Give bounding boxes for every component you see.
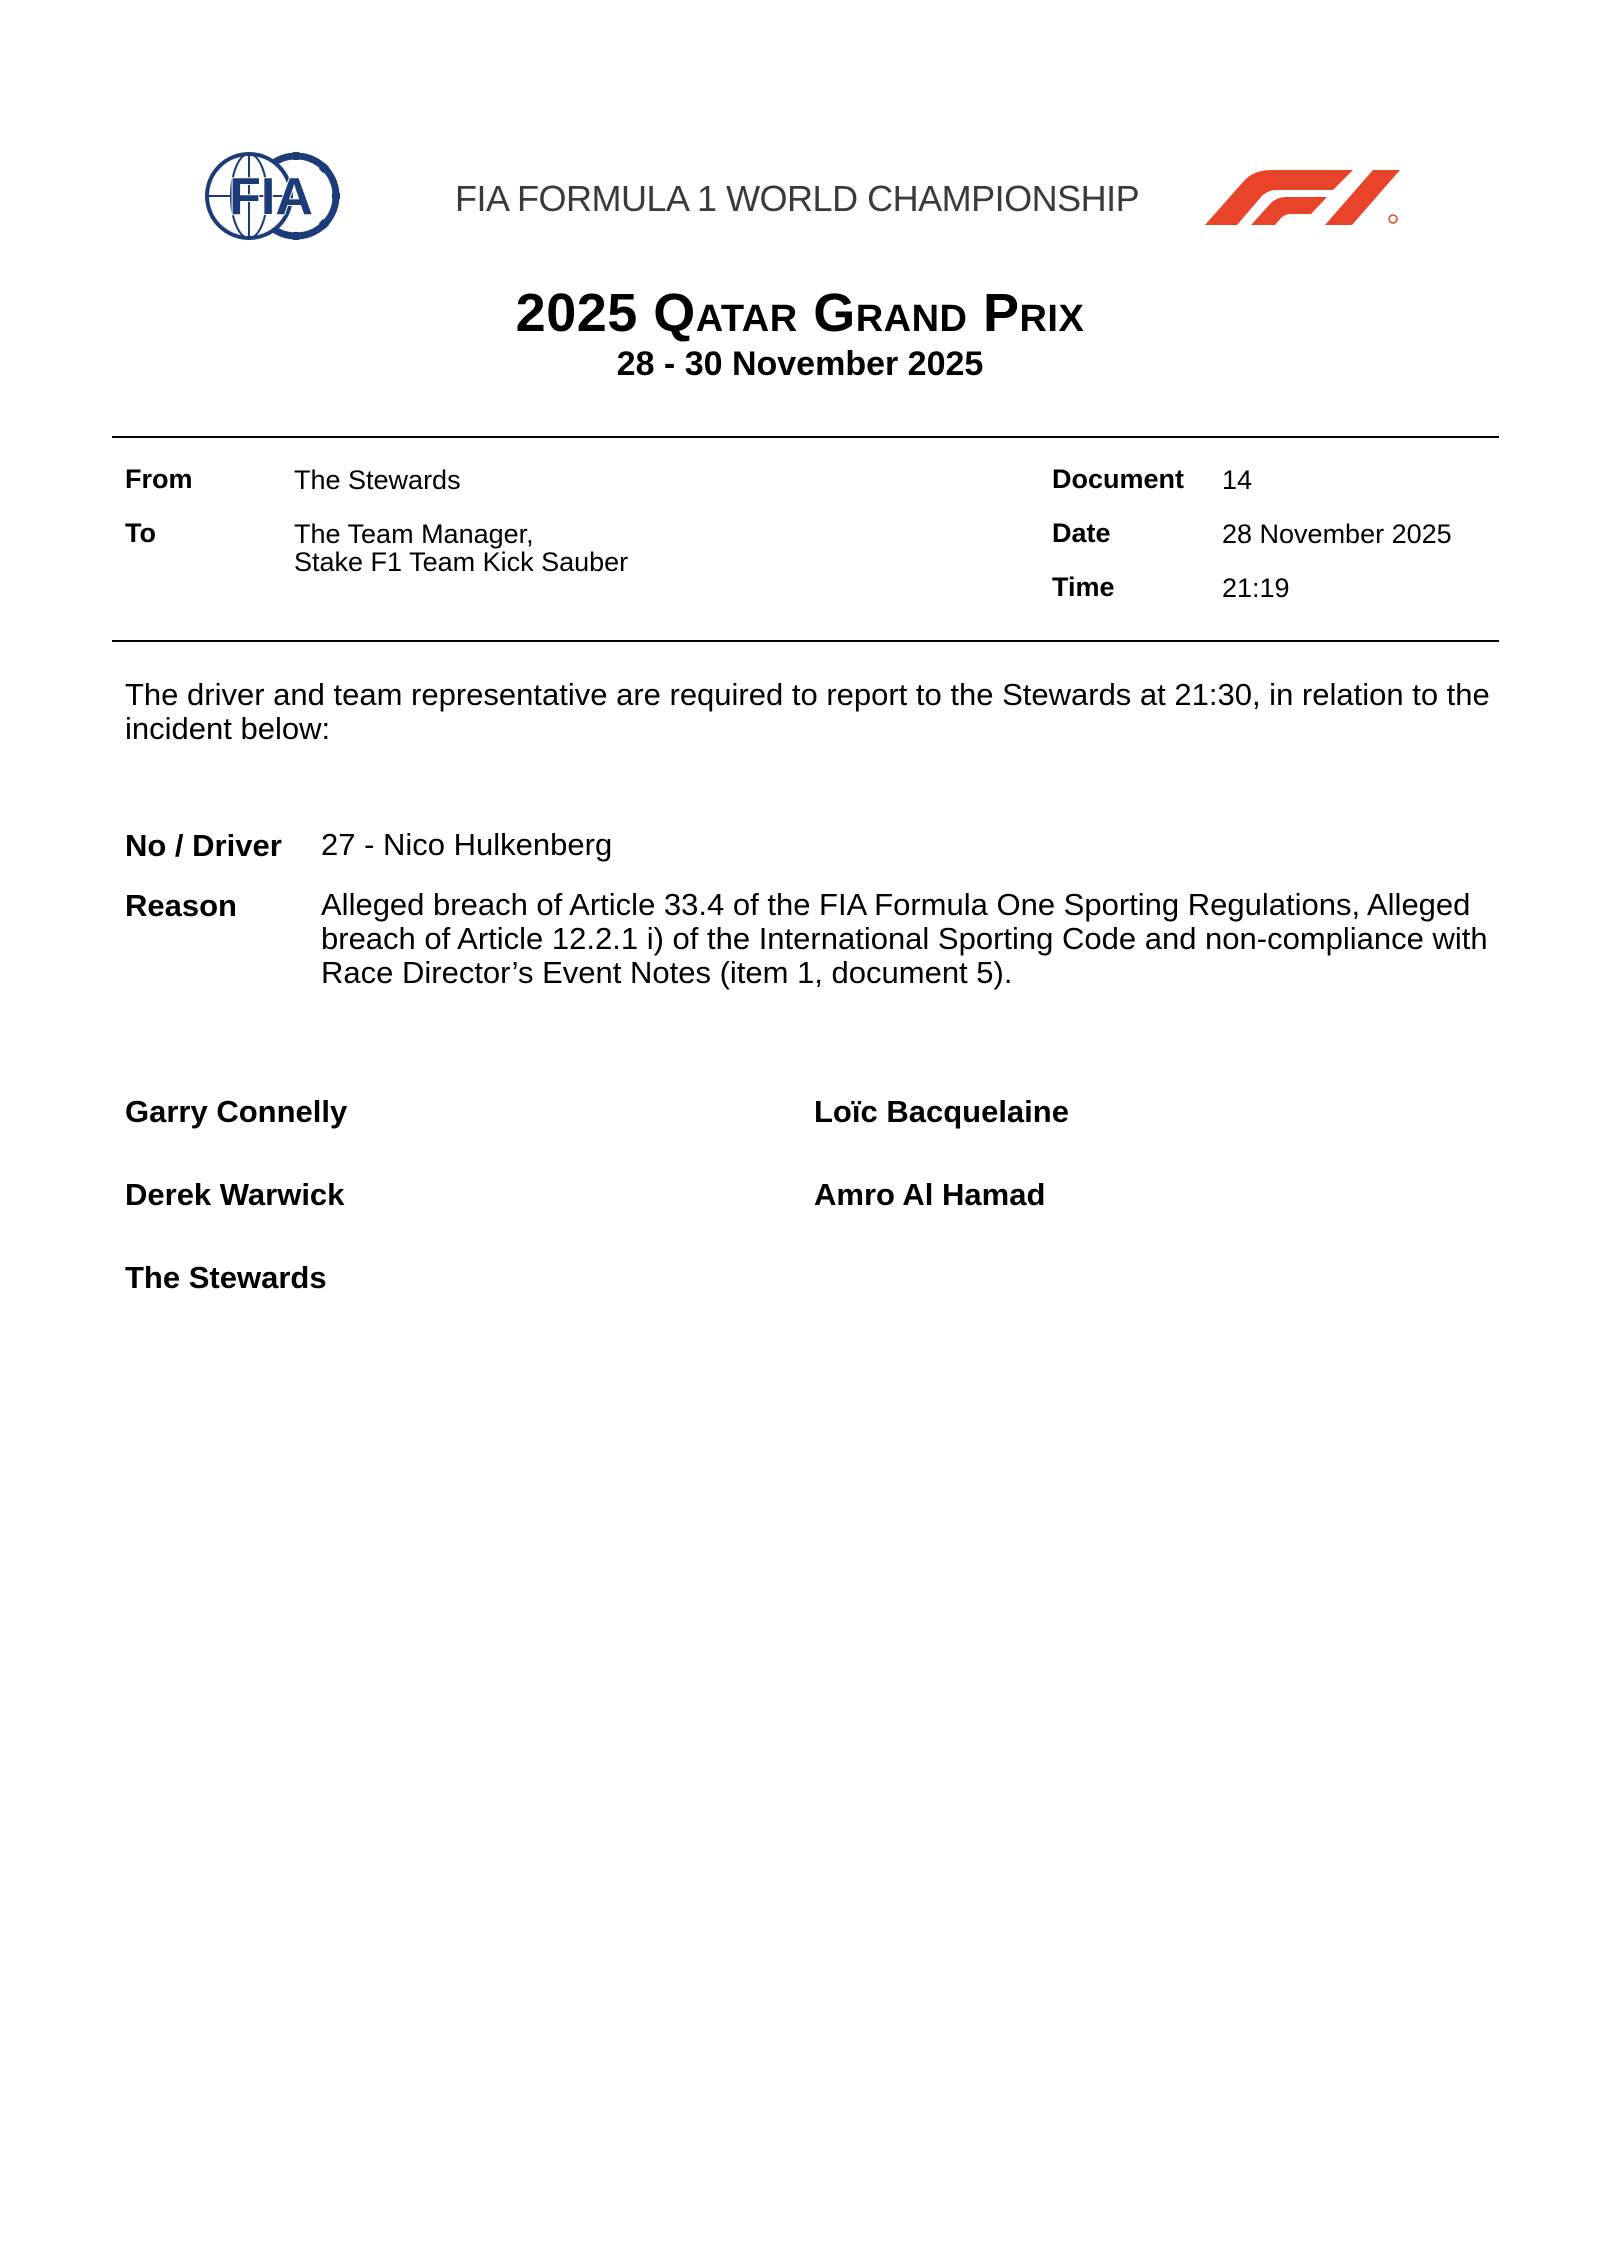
fia-logo: [205, 150, 340, 242]
document-number: 14: [1222, 465, 1253, 495]
from-label: From: [125, 464, 193, 494]
driver-label: No / Driver: [125, 828, 282, 863]
steward-name: Derek Warwick: [125, 1177, 345, 1212]
time-label: Time: [1052, 572, 1115, 602]
steward-name: Loïc Bacquelaine: [814, 1094, 1069, 1129]
signature-footer: The Stewards: [125, 1260, 327, 1295]
time-value: 21:19: [1222, 573, 1290, 603]
driver-value: 27 - Nico Hulkenberg: [321, 827, 613, 862]
date-label: Date: [1052, 518, 1111, 548]
to-label: To: [125, 518, 156, 548]
f1-logo: [1205, 170, 1400, 225]
reason-value: Alleged breach of Article 33.4 of the FIA Formula One Sporting Regulations, Alleged breach of Article 12.2.1 i) of the International Sporting Code and non-compliance with Race Director’s Event Notes (item 1, document 5).: [321, 887, 1488, 990]
steward-name: Amro Al Hamad: [814, 1177, 1046, 1212]
document-title: 2025 Qatar Grand Prix: [515, 283, 1085, 343]
event-dates: 28 - 30 November 2025: [616, 345, 984, 383]
summons-text: The driver and team representative are required to report to the Stewards at 21:30, in relation to the incident below:: [125, 677, 1490, 746]
top-divider: [112, 436, 1499, 438]
to-value-line1: The Team Manager,: [294, 519, 534, 549]
steward-name: Garry Connelly: [125, 1094, 348, 1129]
reason-label: Reason: [125, 888, 237, 923]
from-value: The Stewards: [294, 465, 461, 495]
fia-logo-text: FIA: [229, 168, 313, 226]
bottom-divider: [112, 640, 1499, 642]
to-value-line2: Stake F1 Team Kick Sauber: [294, 547, 629, 577]
championship-title: FIA FORMULA 1 WORLD CHAMPIONSHIP: [455, 178, 1140, 219]
date-value: 28 November 2025: [1222, 519, 1452, 549]
document-label: Document: [1052, 464, 1185, 494]
